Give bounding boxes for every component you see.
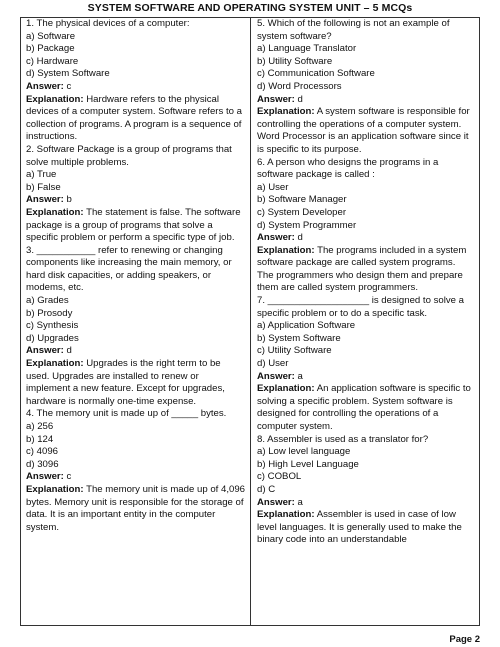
option-text: d) C: [257, 483, 276, 495]
explanation-label: Explanation:: [257, 106, 315, 118]
explanation-label: Explanation:: [257, 383, 315, 395]
answer-line: [26, 471, 245, 484]
left-column: [26, 18, 245, 534]
explanation-label: Explanation:: [257, 244, 315, 256]
question-text: 3. ___________ refer to renewing or changing components like increasing the main memory, or hard disk capacities, or adding speakers, or modems, etc.: [26, 244, 232, 294]
answer-value: b: [66, 194, 72, 206]
explanation-line: [257, 106, 474, 156]
answer-label: Answer:: [26, 194, 64, 206]
question-text: 7. ___________________ is designed to solve a specific problem or to do a specific task.: [257, 295, 464, 319]
explanation-text: The statement is false. The software package is a group of programs that solve a specific problem or perform a specific type of job.: [26, 206, 241, 244]
answer-line: [257, 232, 474, 245]
option-text: a) 256: [26, 421, 54, 432]
explanation-text: The programs included in a system software package are called system programs. The programmers who design them and prepare them are called system programmers.: [257, 244, 467, 294]
option-text: b) Prosody: [26, 307, 73, 319]
option-text: a) Low level language: [257, 446, 351, 458]
answer-value: a: [297, 496, 303, 508]
answer-line: [257, 94, 474, 107]
answer-value: d: [297, 93, 303, 105]
explanation-label: Explanation:: [257, 509, 315, 521]
option-text: a) Grades: [26, 295, 69, 307]
option-text: c) 4096: [26, 446, 58, 458]
answer-value: c: [66, 471, 72, 483]
question-text: 6. A person who designs the programs in a software package is called :: [257, 156, 439, 181]
answer-label: Answer:: [257, 93, 295, 105]
answer-label: Answer:: [26, 471, 64, 483]
option-text: c) Hardware: [26, 55, 79, 67]
option-text: c) Utility Software: [257, 345, 332, 357]
right-column: [257, 18, 474, 547]
option-text: d) 3096: [26, 458, 59, 470]
explanation-text: Upgrades is the right term to be used. Upgrades are installed to renew or implement a new feature. Except for upgrades, hardware is normally one-time expense.: [26, 358, 225, 407]
option-text: b) Software Manager: [257, 194, 347, 206]
explanation-label: Explanation:: [26, 206, 84, 218]
option-text: a) True: [26, 169, 57, 181]
answer-value: c: [66, 80, 72, 92]
explanation-line: [257, 383, 474, 433]
option-text: d) System Programmer: [257, 219, 357, 231]
answer-value: d: [66, 345, 72, 357]
answer-line: [257, 497, 474, 510]
explanation-line: [26, 207, 245, 245]
option-text: c) System Developer: [257, 206, 347, 218]
option-text: d) Word Processors: [257, 80, 342, 92]
explanation-text: The memory unit is made up of 4,096 bytes. Memory unit is responsible for the storage of data. It is an important entity in the computer system.: [26, 483, 245, 533]
answer-value: d: [297, 232, 303, 244]
question-text: 1. The physical devices of a computer:: [26, 18, 190, 29]
option-text: b) High Level Language: [257, 458, 359, 470]
page-number: Page 2: [449, 634, 480, 645]
answer-label: Answer:: [257, 370, 295, 382]
option-text: b) System Software: [257, 332, 341, 344]
answer-label: Answer:: [257, 496, 295, 508]
option-text: a) Software: [26, 30, 76, 42]
option-text: d) User: [257, 358, 289, 370]
page-title: SYSTEM SOFTWARE AND OPERATING SYSTEM UNIT – 5 MCQs: [87, 2, 413, 14]
question-text: 5. Which of the following is not an example of system software?: [257, 18, 450, 42]
answer-line: [26, 81, 245, 94]
option-text: c) Synthesis: [26, 320, 79, 332]
question-text: 4. The memory unit is made up of _____ bytes.: [26, 408, 227, 420]
option-text: a) Application Software: [257, 320, 356, 332]
answer-line: [26, 345, 245, 358]
question-text: 8. Assembler is used as a translator for?: [257, 433, 429, 445]
option-text: c) Communication Software: [257, 68, 375, 80]
answer-label: Answer:: [26, 80, 64, 92]
option-text: b) Package: [26, 43, 75, 55]
explanation-line: [257, 509, 474, 547]
explanation-line: [257, 245, 474, 295]
explanation-text: An application software is specific to solving a specific problem. System software is designed for controlling the operations of a computer system.: [257, 383, 471, 432]
option-text: a) User: [257, 181, 289, 193]
explanation-label: Explanation:: [26, 93, 84, 105]
explanation-text: A system software is responsible for controlling the operations of a computer system. Word Processor is an application software since it is specific to its purpose.: [257, 106, 470, 155]
option-text: b) 124: [26, 433, 54, 445]
option-text: a) Language Translator: [257, 43, 357, 55]
answer-line: [257, 371, 474, 384]
explanation-line: [26, 484, 245, 534]
explanation-label: Explanation:: [26, 483, 84, 495]
column-divider: [250, 17, 251, 626]
question-text: 2. Software Package is a group of programs that solve multiple problems.: [26, 143, 232, 168]
answer-label: Answer:: [26, 345, 64, 357]
explanation-text: Assembler is used in case of low level languages. It is generally used to make the binary code into an understandable: [257, 509, 462, 546]
answer-line: [26, 194, 245, 207]
explanation-line: [26, 94, 245, 144]
answer-label: Answer:: [257, 232, 295, 244]
explanation-line: [26, 358, 245, 408]
explanation-label: Explanation:: [26, 358, 84, 370]
option-text: b) False: [26, 181, 61, 193]
option-text: c) COBOL: [257, 471, 302, 483]
answer-value: a: [297, 370, 303, 382]
explanation-text: Hardware refers to the physical devices of a computer system. Software refers to a collection of programs. A program is a sequence of instructions.: [26, 93, 242, 143]
option-text: d) System Software: [26, 68, 110, 80]
option-text: b) Utility Software: [257, 55, 333, 67]
option-text: d) Upgrades: [26, 332, 79, 344]
